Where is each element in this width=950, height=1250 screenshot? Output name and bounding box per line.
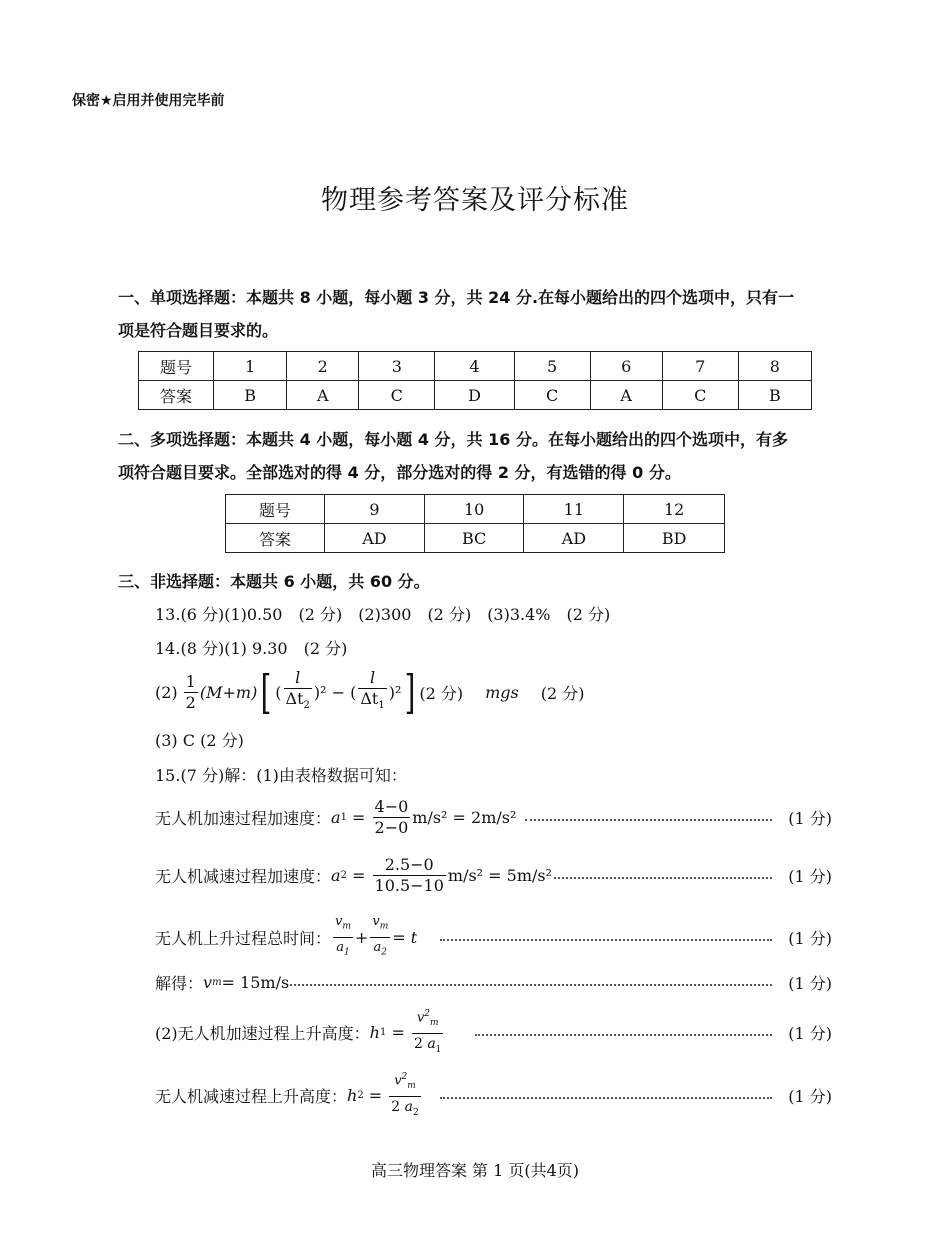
fraction-half [184,672,198,713]
answer-cell: AD [524,524,624,553]
points: (1 分) [780,797,832,837]
question-number: 3 [359,352,435,381]
points: (1 分) [780,1075,832,1115]
q15-vm-row [155,962,832,1002]
answer-cell: A [590,381,662,410]
denominator: $\Delta t_1$ [360,688,385,712]
equation: (2)无人机加速过程上升高度： h 1 = $\frac{v^2_m}{2 a_1}$ [155,1012,445,1052]
fraction-l-dt1 [358,668,386,716]
dot-leader [475,1034,772,1036]
q14-part2-mgs: mgs [485,682,519,702]
answer-cell: BC [424,524,524,553]
question-number: 11 [524,495,624,524]
fraction: $\frac{v_m}{a_2}$ [372,913,389,958]
section2-intro-line1: 二、多项选择题：本题共 4 小题，每小题 4 分，共 16 分。在每小题给出的四个选项中，有多 [118,430,788,449]
q14-part1: 14.(8 分)(1) 9.30 (2 分) [155,639,348,658]
page-title: 物理参考答案及评分标准 [321,185,629,216]
section2-answer-table [225,494,725,553]
question-number: 12 [624,495,725,524]
fraction: $\frac{2.5-0}{10.5-10}$ [374,854,444,895]
table-row [226,524,725,553]
equation: 无人机减速过程上升高度： h 2 = $\frac{v^2_m}{2 a_2}$ [155,1075,423,1115]
fraction: $\frac{v_m}{a_1}$ [335,913,351,958]
fraction: $\frac{4-0}{2-0}$ [374,796,409,837]
q15-h1-row [155,1009,832,1055]
dot-leader [550,877,772,879]
points: (1 分) [780,855,832,895]
section2-intro-line2: 项符合题目要求。全部选对的得 4 分，部分选对的得 2 分，有选错的得 0 分。 [118,463,681,482]
answer-cell: B [738,381,811,410]
fraction-l-dt2 [284,668,312,716]
question-number: 8 [738,352,811,381]
q14-part2-points2: (2 分) [540,683,585,703]
points: (1 分) [780,917,832,957]
answer-cell: C [662,381,738,410]
q15-h2-row [155,1072,832,1118]
answer-cell: AD [325,524,425,553]
section1-intro-line1: 一、单项选择题：本题共 8 小题，每小题 3 分，共 24 分.在每小题给出的四个选项中，只有一 [118,288,795,307]
numerator: 1 [185,671,196,691]
confidential-label: 保密★启用并使用完毕前 [72,93,225,109]
equation: 解得： v m = 15m/s [155,962,289,1002]
question-number: 4 [435,352,514,381]
q15-accel-row [155,797,832,837]
table-row [139,352,812,381]
fraction: $\frac{v^2_m}{2 a_1}$ [412,1004,443,1060]
numerator: l [358,668,386,689]
section1-answer-table [138,351,812,410]
answer-cell: B [214,381,287,410]
answer-cell: C [359,381,435,410]
dot-leader [285,984,772,986]
fraction: $\frac{v^2_m}{2 a_2}$ [389,1067,420,1123]
question-number: 9 [325,495,425,524]
row-label: 答案 [139,381,214,410]
numerator: l [284,668,312,689]
q15-time-row [155,913,832,958]
dot-leader [525,819,772,821]
denominator: $\Delta t_2$ [285,688,310,712]
equation: 无人机减速过程加速度： a 2 = $\frac{2.5-0}{10.5-10}$ m/s² = 5m/s² [155,854,553,895]
question-number: 7 [662,352,738,381]
mass-term: (M+m) [199,682,258,702]
right-bracket: ] [404,665,416,719]
row-label: 题号 [226,495,325,524]
section3-intro: 三、非选择题：本题共 6 小题，共 60 分。 [118,572,430,591]
table-row [139,381,812,410]
row-label: 题号 [139,352,214,381]
q13-answer: 13.(6 分)(1)0.50 (2 分) (2)300 (2 分) (3)3.4% (2 分) [155,605,611,624]
q15-intro: 15.(7 分)解：(1)由表格数据可知： [155,766,407,785]
answer-cell: D [435,381,514,410]
question-number: 10 [424,495,524,524]
q14-part2-points: (2 分) [419,683,464,703]
question-number: 6 [590,352,662,381]
row-label: 答案 [226,524,325,553]
answer-cell: C [514,381,590,410]
q14-part2: (2) $\frac{1}{2}$ (M+m) [ ( $\frac{l}{\Delta t_2}$ )² − ( $\frac{l}{\Delta t_1}$ )² ] (2 分) mgs (2 分) [155,665,585,719]
denominator: 2 [185,692,196,712]
points: (1 分) [780,1012,832,1052]
left-bracket: [ [260,665,272,719]
equation: 无人机加速过程加速度： a 1 = $\frac{4-0}{2-0}$ m/s² = 2m/s² [155,796,517,837]
answer-cell: A [287,381,359,410]
page-footer: 高三物理答案 第 1 页(共4页) [370,1161,580,1180]
dot-leader [440,1097,772,1099]
points: (1 分) [780,962,832,1002]
dot-leader [440,939,772,941]
equation: 无人机上升过程总时间： $\frac{v_m}{a_1}$ + $\frac{v_m}{a_2}$ = t [155,917,417,957]
answer-cell: BD [624,524,725,553]
question-number: 1 [214,352,287,381]
table-row [226,495,725,524]
section1-intro-line2: 项是符合题目要求的。 [118,321,279,340]
question-number: 2 [287,352,359,381]
question-number: 5 [514,352,590,381]
q14-part3: (3) C (2 分) [155,731,244,750]
q14-part2-prefix: (2) [155,682,178,702]
q15-decel-row [155,855,832,895]
